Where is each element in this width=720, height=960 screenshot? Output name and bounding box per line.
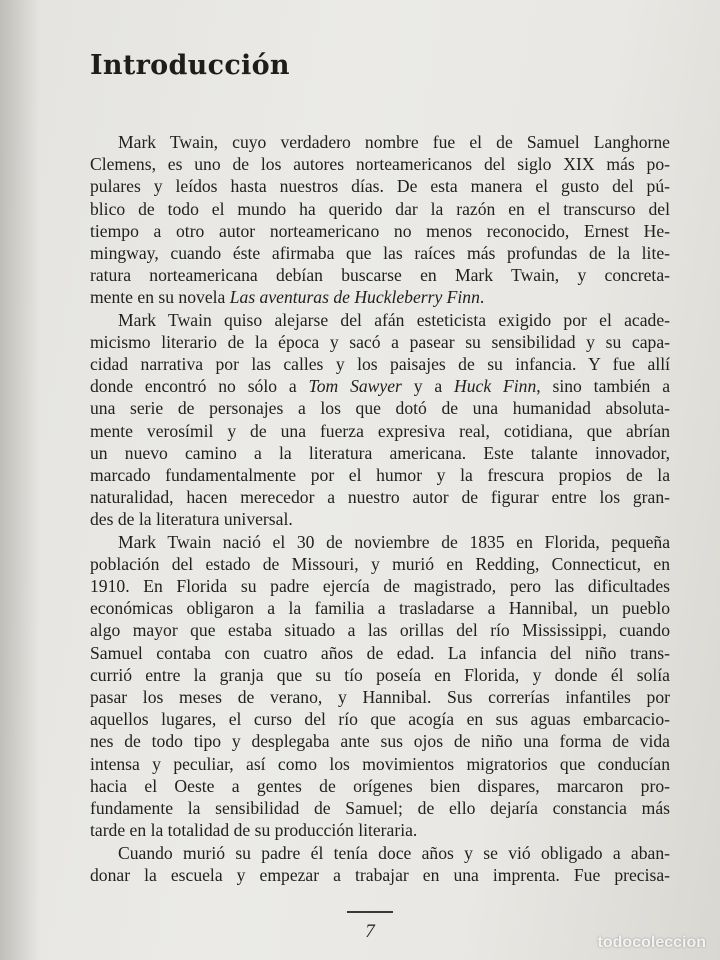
text-line bbox=[90, 575, 670, 597]
text-run: donde encontró no sólo a bbox=[90, 376, 309, 397]
text-line bbox=[90, 753, 670, 775]
paragraph bbox=[90, 309, 670, 531]
text-run: 1910. En Florida su padre ejercía de magistrado, pero las dificultades bbox=[90, 576, 670, 597]
text-line bbox=[90, 442, 670, 464]
text-line bbox=[90, 131, 670, 153]
text-run: . bbox=[479, 287, 485, 308]
text-line bbox=[90, 220, 670, 242]
text-run: mente verosímil y de una fuerza expresiva real, cotidiana, que abrían bbox=[90, 420, 670, 441]
watermark-logo: todocoleccion bbox=[597, 934, 706, 951]
text-line bbox=[90, 842, 670, 864]
text-run: económicas obligaron a la familia a trasladarse a Hannibal, un pueblo bbox=[90, 598, 670, 619]
italic-title: Huck Finn bbox=[454, 376, 537, 397]
text-run: naturalidad, hacen merecedor a nuestro autor de figurar entre los gran- bbox=[90, 487, 670, 508]
text-run: pulares y leídos hasta nuestros días. De esta manera el gusto del pú- bbox=[90, 176, 670, 197]
text-run: micismo literario de la época y sacó a pasear su sensibilidad y su capa- bbox=[90, 331, 670, 352]
text-run: Mark Twain quiso alejarse del afán esteticista exigido por el acade- bbox=[118, 309, 670, 330]
paragraph bbox=[90, 531, 670, 842]
text-line bbox=[90, 153, 670, 175]
text-run: Cuando murió su padre él tenía doce años y se vió obligado a aban- bbox=[118, 842, 670, 863]
text-run: intensa y peculiar, así como los movimientos migratorios que conducían bbox=[90, 753, 670, 774]
text-run: algo mayor que estaba situado a las orillas del río Mississippi, cuando bbox=[90, 620, 670, 641]
body-text bbox=[90, 131, 670, 886]
text-run: donar la escuela y empezar a trabajar en una imprenta. Fue precisa- bbox=[90, 864, 670, 885]
text-run: aquellos lugares, el curso del río que acogía en sus aguas embarcacio- bbox=[90, 709, 670, 730]
text-run: marcado fundamentalmente por el humor y la frescura propios de la bbox=[90, 465, 670, 486]
page-number: 7 bbox=[365, 921, 375, 942]
text-line bbox=[90, 353, 670, 375]
text-run: y a bbox=[401, 376, 455, 397]
text-run: Mark Twain, cuyo verdadero nombre fue el de Samuel Langhorne bbox=[118, 132, 670, 152]
text-run: currió entre la granja que su tío poseía en Florida, y donde él solía bbox=[90, 664, 670, 685]
text-run: Clemens, es uno de los autores norteamericanos del siglo XIX más po- bbox=[90, 154, 670, 175]
text-line bbox=[90, 309, 670, 331]
text-line bbox=[90, 331, 670, 353]
paragraph bbox=[90, 131, 670, 309]
text-line bbox=[90, 553, 670, 575]
text-line bbox=[90, 775, 670, 797]
binding-shadow bbox=[0, 0, 40, 960]
text-line bbox=[90, 175, 670, 197]
text-run: blico de todo el mundo ha querido dar la razón en el transcurso del bbox=[90, 198, 670, 219]
italic-title: Las aventuras de Huckleberry Finn bbox=[229, 287, 480, 308]
text-run: nes de todo tipo y desplegaba ante sus ojos de niño una forma de vida bbox=[90, 731, 670, 752]
text-line bbox=[90, 708, 670, 730]
text-line bbox=[90, 375, 670, 397]
text-run: cidad narrativa por las calles y los paisajes de su infancia. Y fue allí bbox=[90, 354, 670, 375]
text-line bbox=[90, 819, 670, 841]
text-run: pasar los meses de verano, y Hannibal. Sus correrías infantiles por bbox=[90, 687, 670, 708]
text-line bbox=[90, 420, 670, 442]
text-line bbox=[90, 286, 670, 308]
text-run: tiempo a otro autor norteamericano no menos reconocido, Ernest He- bbox=[90, 220, 670, 241]
text-line bbox=[90, 664, 670, 686]
text-run: un nuevo camino a la literatura americana. Este talante innovador, bbox=[90, 442, 670, 463]
text-line bbox=[90, 242, 670, 264]
text-line bbox=[90, 642, 670, 664]
text-line bbox=[90, 486, 670, 508]
text-line bbox=[90, 864, 670, 886]
footer-rule bbox=[347, 911, 393, 913]
text-line bbox=[90, 264, 670, 286]
text-line bbox=[90, 730, 670, 752]
text-line bbox=[90, 198, 670, 220]
text-line bbox=[90, 464, 670, 486]
text-run: ratura norteamericana debían buscarse en Mark Twain, y concreta- bbox=[90, 265, 670, 286]
text-run: mingway, cuando éste afirmaba que las raíces más profundas de la lite- bbox=[90, 243, 670, 264]
text-run: , sino también a bbox=[536, 376, 671, 397]
text-run: hacia el Oeste a gentes de orígenes bien dispares, marcaron pro- bbox=[90, 775, 670, 796]
text-line bbox=[90, 797, 670, 819]
text-line bbox=[90, 619, 670, 641]
text-run: población del estado de Missouri, y murió en Redding, Connecticut, en bbox=[90, 553, 670, 574]
text-line bbox=[90, 686, 670, 708]
italic-title: Tom Sawyer bbox=[308, 376, 402, 397]
text-run: tarde en la totalidad de su producción literaria. bbox=[90, 820, 418, 841]
chapter-heading: Introducción bbox=[90, 50, 290, 81]
text-line bbox=[90, 531, 670, 553]
text-line bbox=[90, 508, 670, 530]
text-line bbox=[90, 597, 670, 619]
paragraph bbox=[90, 842, 670, 886]
text-line bbox=[90, 397, 670, 419]
text-run: una serie de personajes a los que dotó de una humanidad absoluta- bbox=[90, 398, 670, 419]
text-run: Mark Twain nació el 30 de noviembre de 1835 en Florida, pequeña bbox=[118, 531, 670, 552]
text-run: mente en su novela bbox=[90, 287, 230, 308]
text-run: fundamente la sensibilidad de Samuel; de ello dejaría constancia más bbox=[90, 798, 670, 819]
text-run: Samuel contaba con cuatro años de edad. La infancia del niño trans- bbox=[90, 642, 670, 663]
text-run: des de la literatura universal. bbox=[90, 509, 293, 530]
